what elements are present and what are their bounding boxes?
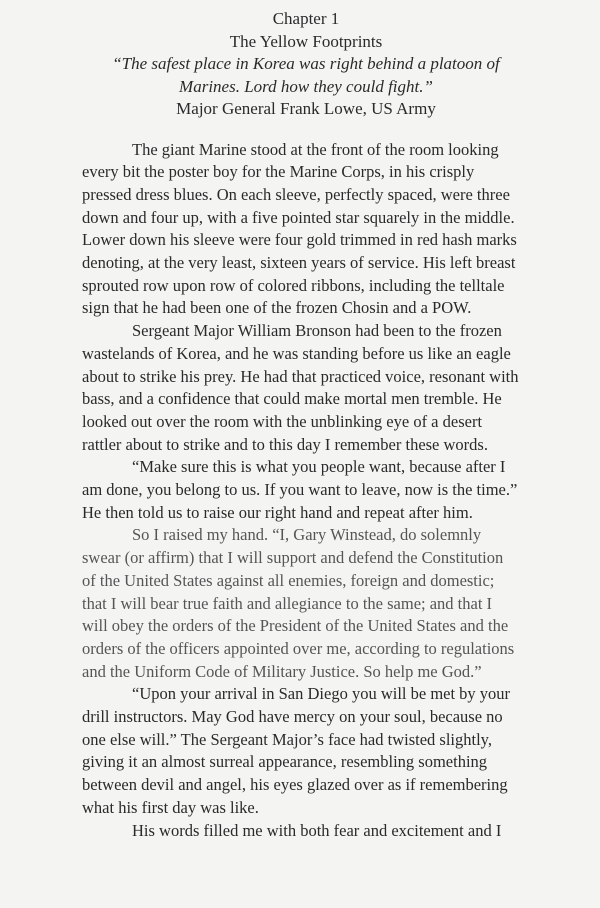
paragraph bbox=[82, 456, 530, 524]
text-line: will obey the orders of the President of the United States and the bbox=[82, 616, 509, 636]
text-line: “Upon your arrival in San Diego you will be met by your bbox=[132, 684, 511, 704]
paragraph bbox=[82, 524, 530, 683]
chapter-title: The Yellow Footprints bbox=[229, 31, 383, 51]
book-page bbox=[0, 8, 600, 908]
text-line: rattler about to strike and to this day I remember these words. bbox=[82, 434, 488, 454]
text-line: am done, you belong to us. If you want to leave, now is the time.” bbox=[82, 480, 518, 500]
text-line: about to strike his prey. He had that practiced voice, resonant with bbox=[82, 366, 519, 386]
paragraph bbox=[82, 683, 530, 819]
text-line: looked out over the room with the unblinking eye of a desert bbox=[82, 411, 483, 431]
chapter-number: Chapter 1 bbox=[272, 9, 340, 28]
text-line: one else will.” The Sergeant Major’s face had twisted slightly, bbox=[82, 729, 492, 749]
text-line: orders of the officers appointed over me, according to regulations bbox=[82, 638, 515, 658]
text-line: swear (or affirm) that I will support and defend the Constitution bbox=[82, 548, 504, 568]
text-line: The giant Marine stood at the front of the room looking bbox=[132, 139, 499, 159]
text-line: denoting, at the very least, sixteen years of service. His left breast bbox=[82, 253, 516, 273]
text-line: drill instructors. May God have mercy on your soul, because no bbox=[82, 707, 503, 727]
text-line: down and four up, with a five pointed star squarely in the middle. bbox=[82, 207, 515, 227]
text-line: wastelands of Korea, and he was standing before us like an eagle bbox=[82, 343, 511, 363]
text-line: His words filled me with both fear and excitement and I bbox=[132, 820, 502, 840]
chapter-heading bbox=[82, 8, 530, 121]
text-line: what his first day was like. bbox=[82, 797, 259, 817]
epigraph-line: “The safest place in Korea was right behind a platoon of bbox=[112, 54, 500, 73]
chapter-body bbox=[82, 139, 530, 843]
text-line: sprouted row upon row of colored ribbons, including the telltale bbox=[82, 275, 505, 295]
text-line: He then told us to raise our right hand and repeat after him. bbox=[82, 502, 473, 522]
paragraph bbox=[82, 320, 530, 456]
text-line: between devil and angel, his eyes glazed over as if remembering bbox=[82, 775, 508, 795]
text-line: “Make sure this is what you people want, because after I bbox=[132, 457, 506, 477]
text-line: Lower down his sleeve were four gold trimmed in red hash marks bbox=[82, 230, 517, 250]
text-line: giving it an almost surreal appearance, resembling something bbox=[82, 752, 488, 772]
text-line: of the United States against all enemies, foreign and domestic; bbox=[82, 570, 495, 590]
paragraph bbox=[82, 820, 530, 843]
text-line: sign that he had been one of the frozen Chosin and a POW. bbox=[82, 298, 472, 318]
text-line: and the Uniform Code of Military Justice. So help me God.” bbox=[82, 661, 482, 681]
text-line: bass, and a confidence that could make mortal men tremble. He bbox=[82, 389, 502, 409]
text-line: So I raised my hand. “I, Gary Winstead, do solemnly bbox=[132, 525, 482, 545]
text-line: that I will bear true faith and allegiance to the same; and that I bbox=[82, 593, 493, 613]
epigraph-line: Marines. Lord how they could fight.” bbox=[179, 76, 433, 96]
text-line: pressed dress blues. On each sleeve, perfectly spaced, were three bbox=[82, 184, 510, 204]
paragraph bbox=[82, 139, 530, 321]
text-line: Sergeant Major William Bronson had been to the frozen bbox=[132, 321, 502, 341]
epigraph-attribution: Major General Frank Lowe, US Army bbox=[176, 99, 436, 118]
text-line: every bit the poster boy for the Marine Corps, in his crisply bbox=[82, 162, 475, 182]
